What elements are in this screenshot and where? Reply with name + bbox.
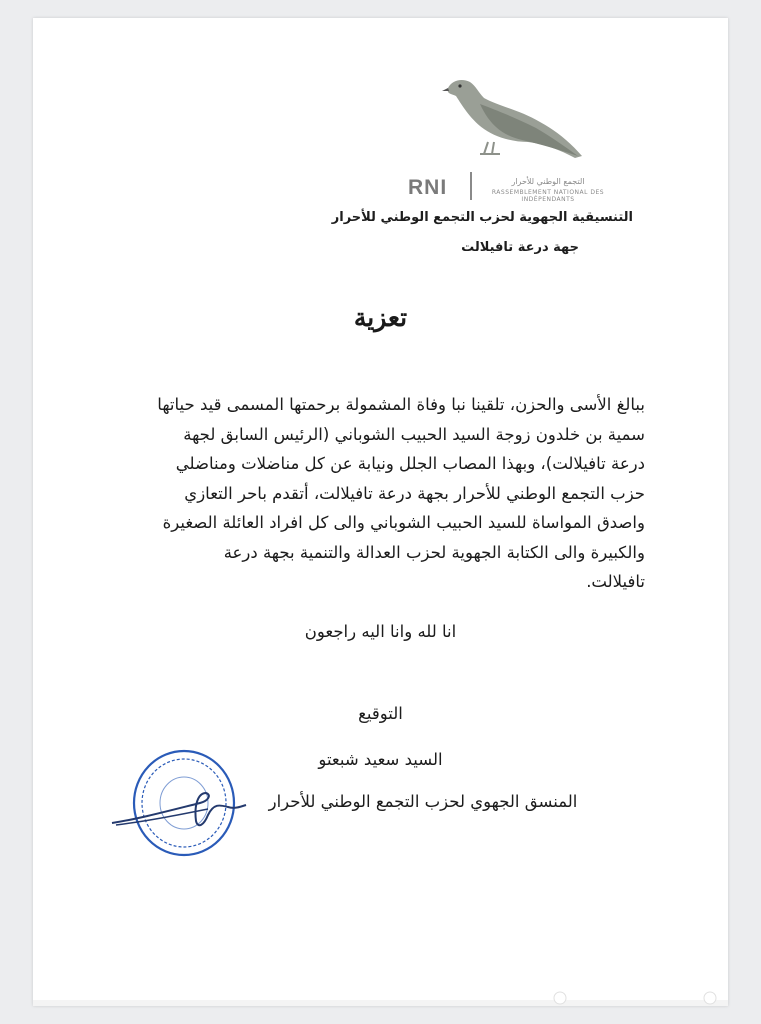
body-line: والكبيرة والى الكتابة الجهوية لحزب العدالة والتنمية بجهة درعة	[223, 542, 645, 562]
corner-dots	[550, 990, 720, 1010]
document-title: تعزية	[353, 303, 408, 332]
logo-french-text: RASSEMBLEMENT NATIONAL DES INDÉPENDANTS	[491, 189, 605, 203]
closing-phrase: انا لله وانا اليه راجعون	[304, 622, 457, 641]
body-line: ببالغ الأسى والحزن، تلقينا نبا وفاة المشمولة برحمتها المسمى قيد حياتها	[157, 395, 645, 414]
dove-logo-icon	[440, 70, 590, 170]
body-line: تافيلالت.	[586, 572, 645, 591]
header-organization: التنسيقية الجهوية لحزب التجمع الوطني للأحرار	[331, 210, 633, 225]
signature-label: التوقيع	[358, 704, 403, 723]
condolence-body	[118, 390, 645, 597]
body-line: درعة تافيلالت)، وبهذا المصاب الجلل ونيابة عن كل مناضلات ومناضلي	[175, 454, 645, 473]
body-line: واصدق المواساة للسيد الحبيب الشوباني والى كل افراد العائلة الصغيرة	[162, 513, 645, 532]
logo-arabic-text: التجمع الوطني للأحرار	[511, 177, 585, 186]
body-line: حزب التجمع الوطني للأحرار بجهة درعة تافيلالت، أتقدم باحر التعازي	[184, 483, 645, 503]
body-line: سمية بن خلدون زوجة السيد الحبيب الشوباني (الرئيس السابق لجهة	[183, 424, 645, 444]
official-stamp-icon	[108, 745, 248, 865]
signatory-role: المنسق الجهوي لحزب التجمع الوطني للأحرار	[268, 792, 578, 811]
signatory-name: السيد سعيد شبعتو	[318, 750, 443, 769]
header-region: جهة درعة تافيلالت	[461, 240, 579, 255]
logo-divider	[470, 172, 472, 200]
rni-logo-text: RNI	[408, 176, 448, 199]
